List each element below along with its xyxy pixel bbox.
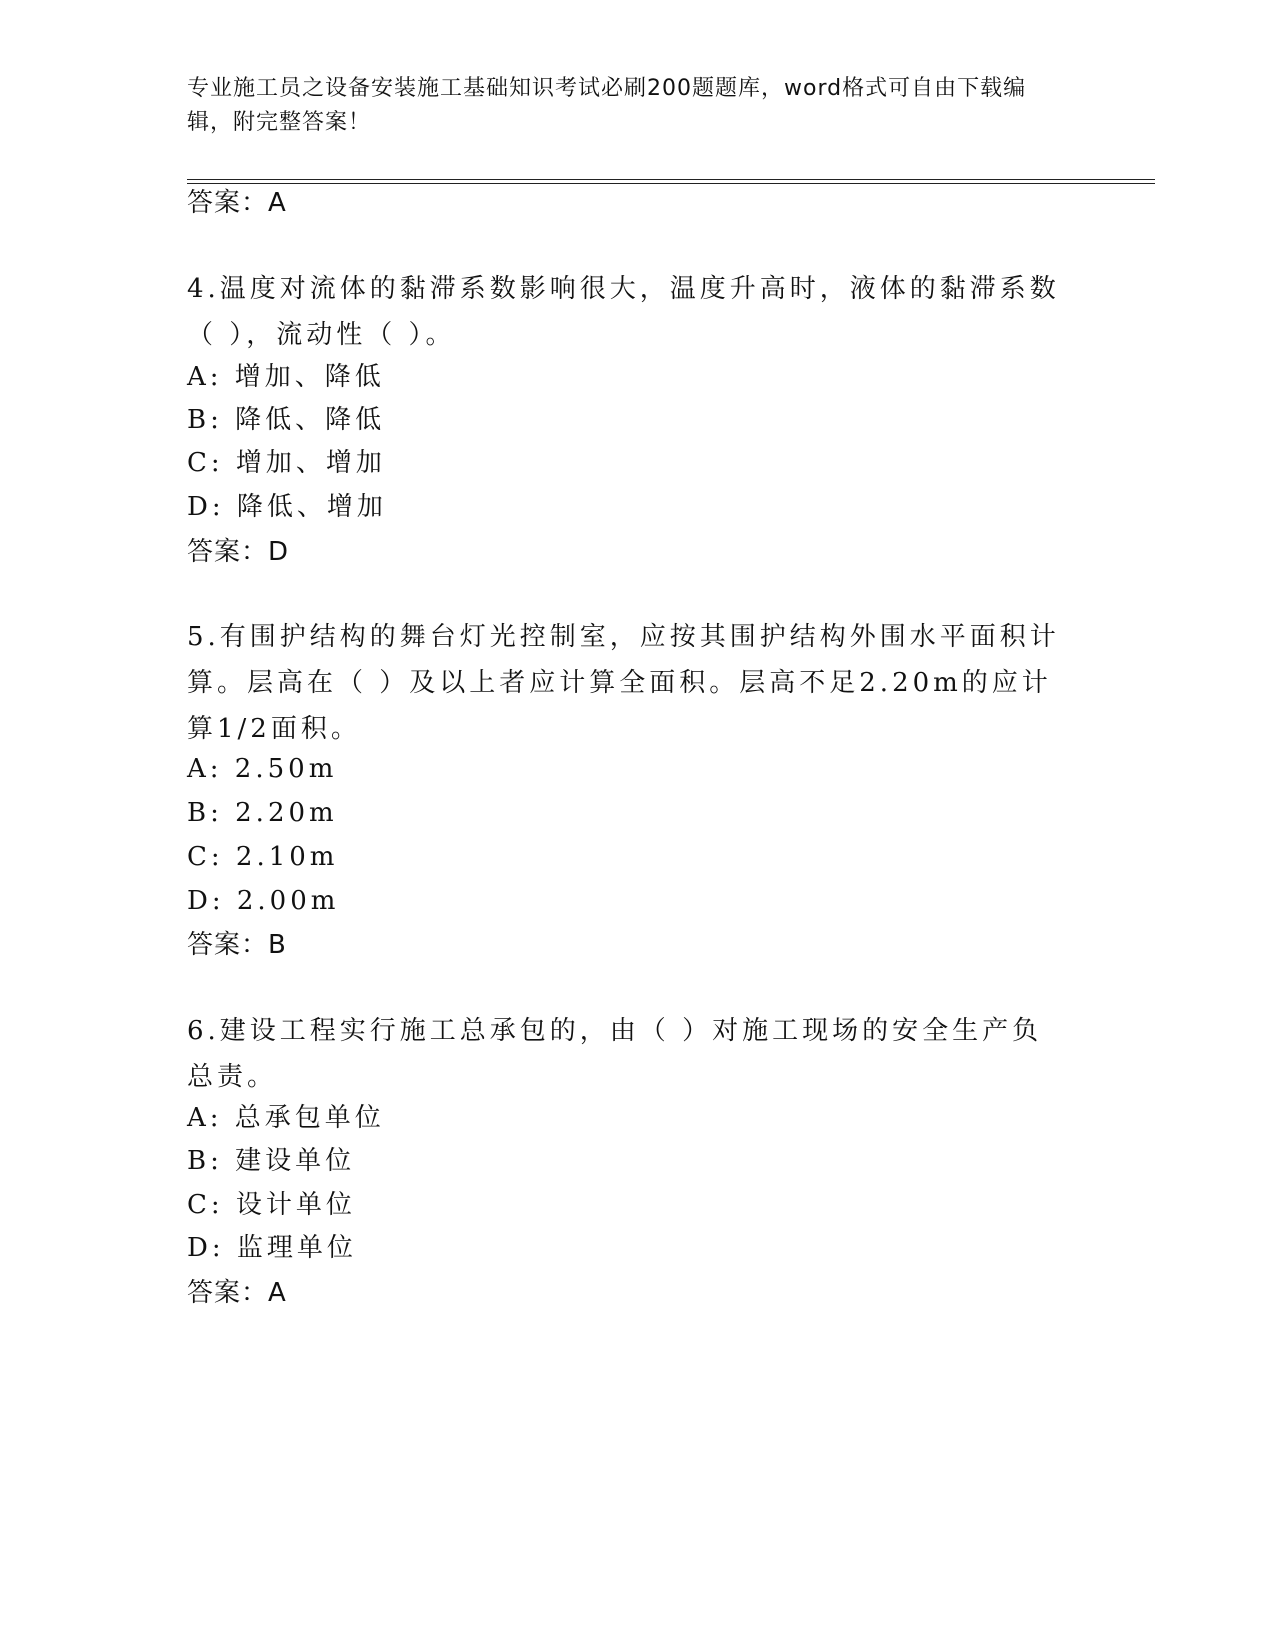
header-divider-top bbox=[187, 179, 1155, 180]
option-d: D: 监理单位 bbox=[187, 1233, 357, 1263]
header-divider-bottom bbox=[187, 183, 1155, 184]
answer-label: 答案：A bbox=[187, 1278, 287, 1308]
option-c: C: 增加、增加 bbox=[187, 448, 386, 478]
option-b: B: 建设单位 bbox=[187, 1146, 356, 1176]
previous-answer: 答案：A bbox=[187, 188, 287, 218]
page-header-title: 专业施工员之设备安装施工基础知识考试必刷200题题库，word格式可自由下载编辑，附完整答案！ bbox=[187, 76, 1027, 135]
answer-label: 答案：D bbox=[187, 537, 290, 567]
option-d: D: 2.00m bbox=[187, 886, 340, 916]
question-stem: 4.温度对流体的黏滞系数影响很大，温度升高时，液体的黏滞系数（ ），流动性（ ）。 bbox=[187, 274, 1060, 350]
option-c: C: 2.10m bbox=[187, 842, 339, 872]
question-stem: 5.有围护结构的舞台灯光控制室，应按其围护结构外围水平面积计算。层高在（ ）及以上者应计算全面积。层高不足2.20m的应计算1/2面积。 bbox=[187, 622, 1060, 744]
option-d: D: 降低、增加 bbox=[187, 492, 387, 522]
option-c: C: 设计单位 bbox=[187, 1190, 356, 1220]
option-a: A: 2.50m bbox=[187, 754, 338, 784]
answer-label: 答案：B bbox=[187, 930, 287, 960]
option-b: B: 2.20m bbox=[187, 798, 338, 828]
option-a: A: 增加、降低 bbox=[187, 362, 385, 392]
option-a: A: 总承包单位 bbox=[187, 1103, 385, 1133]
question-stem: 6.建设工程实行施工总承包的，由（ ）对施工现场的安全生产负总责。 bbox=[187, 1016, 1043, 1092]
option-b: B: 降低、降低 bbox=[187, 405, 386, 435]
